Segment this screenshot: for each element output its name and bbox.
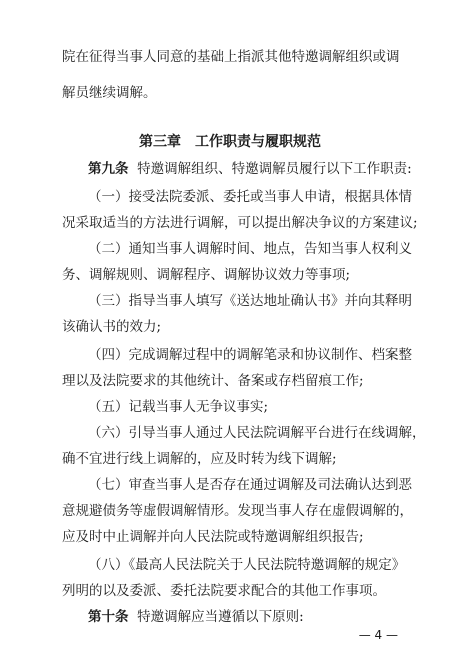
chapter-title: 第三章 工作职责与履职规范 [139, 134, 321, 150]
paragraph-line: 院在征得当事人同意的基础上指派其他特邀调解组织或调 [62, 49, 400, 65]
item-2-line-1: （二）通知当事人调解时间、地点，告知当事人权利义 [88, 241, 412, 257]
item-3-line-2: 该确认书的效力; [62, 319, 162, 335]
item-7-line-2: 意规避债务等虚假调解情形。发现当事人存在虚假调解的， [62, 503, 413, 519]
item-7-line-1: （七）审查当事人是否存在通过调解及司法确认达到恶 [88, 477, 412, 493]
item-6-line-1: （六）引导当事人通过人民法院调解平台进行在线调解， [88, 425, 426, 441]
item-4-line-1: （四）完成调解过程中的调解笔录和协议制作、档案整 [88, 347, 412, 363]
item-1-line-1: （一）接受法院委派、委托或当事人申请，根据具体情 [88, 189, 412, 205]
item-1-line-2: 况采取适当的方法进行调解，可以提出解决争议的方案建议; [62, 215, 418, 231]
item-5-line-1: （五）记载当事人无争议事实; [88, 399, 269, 415]
item-6-line-2: 确不宜进行线上调解的，应及时转为线下调解; [62, 451, 337, 467]
item-3-line-1: （三）指导当事人填写《送达地址确认书》并向其释明 [88, 293, 412, 309]
page-number: — 4 — [358, 628, 398, 642]
item-2-line-2: 务、调解规则、调解程序、调解协议效力等事项; [62, 267, 351, 283]
item-8-line-2: 列明的以及委派、委托法院要求配合的其他工作事项。 [62, 583, 386, 599]
article-9-label: 第九条 [88, 161, 129, 177]
article-9-heading [88, 160, 412, 178]
item-4-line-2: 理以及法院要求的其他统计、备案或存档留痕工作; [62, 373, 364, 389]
article-10-text: 特邀调解应当遵循以下原则: [137, 609, 304, 625]
paragraph-line: 解员继续调解。 [62, 85, 157, 101]
article-9-text: 特邀调解组织、特邀调解员履行以下工作职责: [137, 161, 412, 177]
item-7-line-3: 应及时中止调解并向人民法院或特邀调解组织报告; [62, 529, 364, 545]
article-10-label: 第十条 [88, 609, 129, 625]
article-10-heading [88, 608, 402, 626]
item-8-line-1: （八）《最高人民法院关于人民法院特邀调解的规定》 [88, 557, 406, 573]
